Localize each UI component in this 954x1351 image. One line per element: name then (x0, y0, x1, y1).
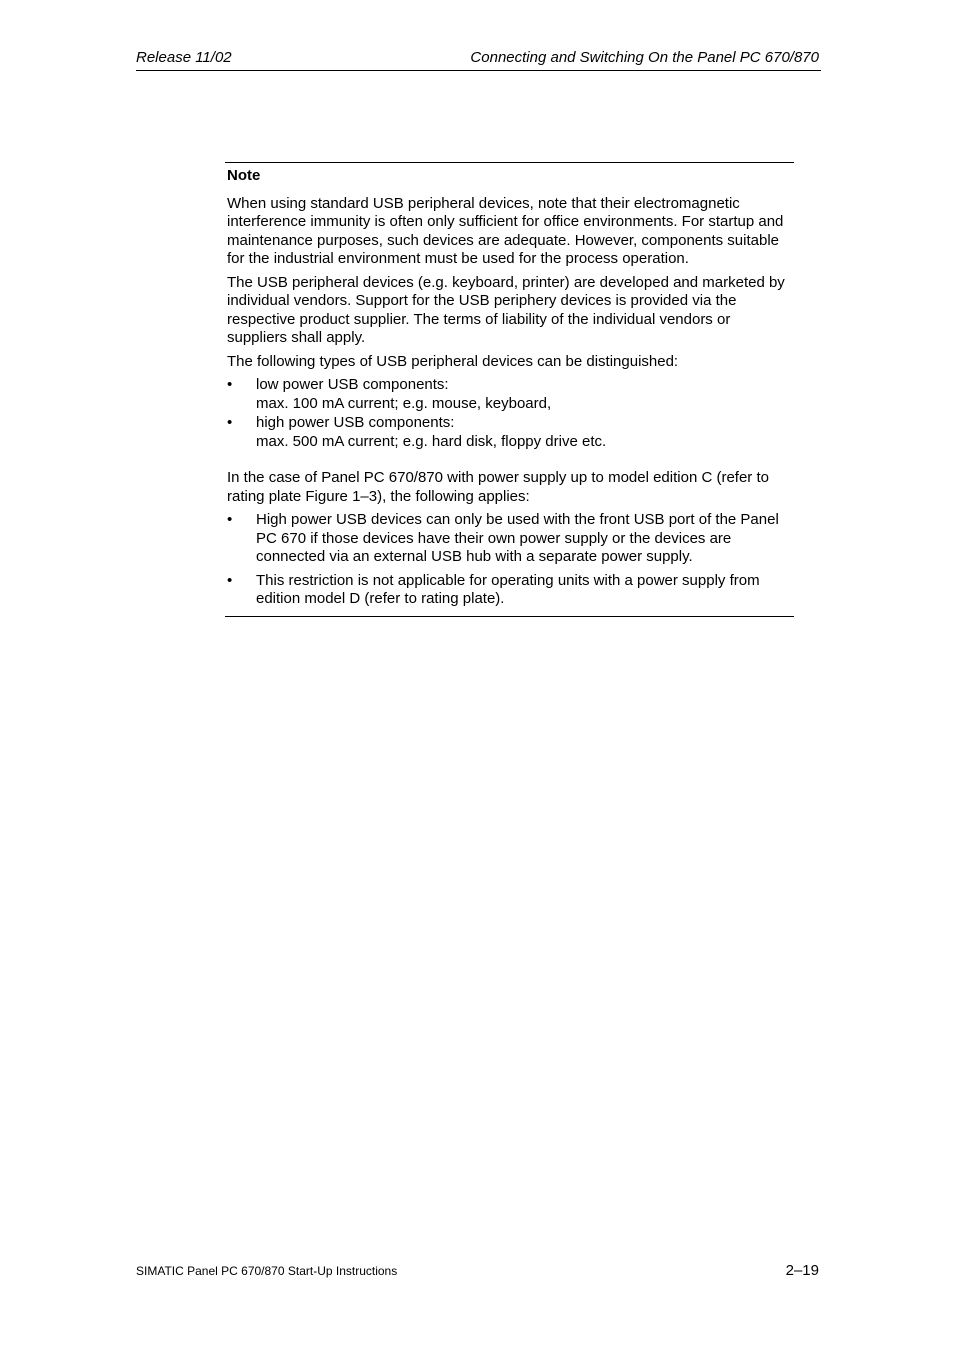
list-item (227, 414, 792, 451)
list-item (227, 376, 792, 413)
bullet-icon: • (227, 511, 233, 528)
note-box (225, 162, 794, 617)
note-paragraph-types-intro: The following types of USB peripheral devices can be distinguished: (227, 352, 679, 370)
list-item (227, 572, 792, 609)
page-header (136, 49, 821, 71)
note-paragraph-vendors: The USB peripheral devices (e.g. keyboard, printer) are developed and marketed by individual vendors. Support for the USB periphery devices is provided via the respective product supplier. The terms of liability of the individual vendors or suppliers shall apply. (227, 273, 785, 346)
bullet-icon: • (227, 414, 233, 431)
usb-types-list (227, 376, 792, 451)
rules-list (227, 511, 792, 609)
usb-type-detail: max. 500 mA current; e.g. hard disk, floppy drive etc. (256, 432, 607, 450)
rule-text: This restriction is not applicable for operating units with a power supply from edition model D (refer to rating plate). (256, 571, 760, 607)
header-chapter-title: Connecting and Switching On the Panel PC 670/870 (470, 49, 819, 66)
list-item (227, 511, 792, 567)
bullet-icon: • (227, 376, 233, 393)
note-paragraph-emi: When using standard USB peripheral devices, note that their electromagnetic interference immunity is often only sufficient for office environments. For startup and maintenance purposes, such devices are adequate. However, components suitable for the industrial environment must be used for the process operation. (227, 194, 784, 267)
usb-type-label: low power USB components: (256, 376, 449, 393)
footer-page-number: 2–19 (785, 1262, 819, 1279)
note-paragraph-edition: In the case of Panel PC 670/870 with power supply up to model edition C (refer to rating plate Figure 1–3), the following applies: (227, 469, 769, 505)
rule-text: High power USB devices can only be used with the front USB port of the Panel PC 670 if those devices have their own power supply or the devices are connected via an external USB hub with a separate power supply. (256, 511, 779, 565)
footer-document-title: SIMATIC Panel PC 670/870 Start-Up Instructions (136, 1264, 398, 1278)
usb-type-detail: max. 100 mA current; e.g. mouse, keyboard, (256, 394, 552, 412)
spacer (227, 456, 792, 469)
header-release: Release 11/02 (136, 49, 232, 66)
bullet-icon: • (227, 571, 233, 589)
note-title: Note (227, 167, 261, 184)
usb-type-label: high power USB components: (256, 414, 455, 431)
